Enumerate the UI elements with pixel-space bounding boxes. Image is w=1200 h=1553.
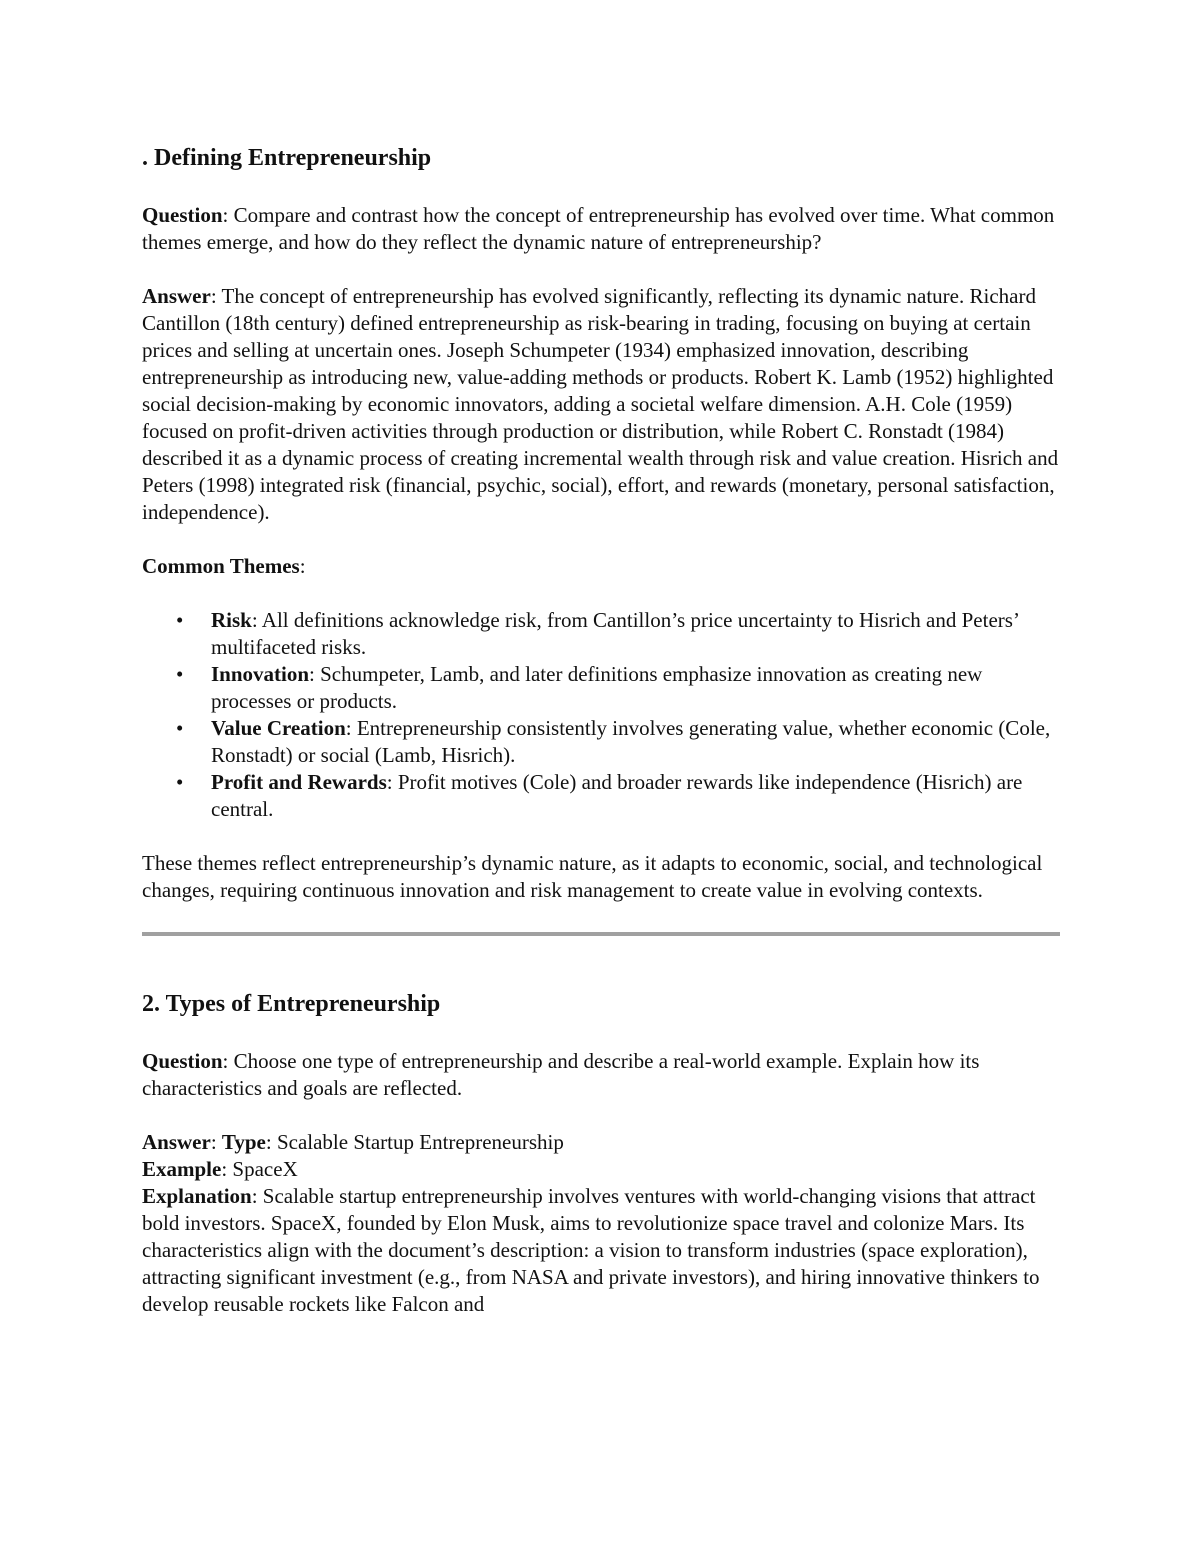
question-label: Question (142, 203, 223, 227)
explanation-text: : Scalable startup entrepreneurship involves ventures with world-changing visions that attract bold investors. SpaceX, founded by Elon Musk, aims to revolutionize space travel and colonize Mars. Its characteristics align with the document’s description: a vision to transform industries (space exploration), attracting significant investment (e.g., from NASA and private investors), and hiring innovative thinkers to develop reusable rockets like Falcon and (142, 1184, 1040, 1316)
theme-label: Profit and Rewards (211, 770, 387, 794)
question-text: : Compare and contrast how the concept of entrepreneurship has evolved over time. What common themes emerge, and how do they reflect the dynamic nature of entrepreneurship? (142, 203, 1055, 254)
section-1-answer (142, 283, 1060, 526)
list-item (142, 607, 1060, 661)
list-item (142, 715, 1060, 769)
answer-label: Answer (142, 284, 211, 308)
common-themes-heading: Common Themes: (142, 554, 306, 578)
section-2-question (142, 1048, 1060, 1102)
question-text: : Choose one type of entrepreneurship and describe a real-world example. Explain how its characteristics and goals are reflected. (142, 1049, 980, 1100)
section-1-closing: These themes reflect entrepreneurship’s dynamic nature, as it adapts to economic, social, and technological changes, requiring continuous innovation and risk management to create value in evolving contexts. (142, 851, 1043, 902)
theme-text: : All definitions acknowledge risk, from Cantillon’s price uncertainty to Hisrich and Peters’ multifaceted risks. (211, 608, 1019, 659)
bullet-icon: • (176, 716, 184, 740)
question-label: Question (142, 1049, 223, 1073)
example-label: Example (142, 1157, 222, 1181)
theme-text: : Profit motives (Cole) and broader rewards like independence (Hisrich) are central. (211, 770, 1023, 821)
theme-text: : Schumpeter, Lamb, and later definitions emphasize innovation as creating new processes or products. (211, 662, 983, 713)
section-2-explanation (142, 1183, 1060, 1318)
bullet-icon: • (176, 662, 184, 686)
type-text: : Scalable Startup Entrepreneurship (265, 1130, 564, 1154)
answer-text: : The concept of entrepreneurship has evolved significantly, reflecting its dynamic nature. Richard Cantillon (18th century) defined entrepreneurship as risk-bearing in trading, focusing on buying at certain prices and selling at uncertain ones. Joseph Schumpeter (1934) emphasized innovation, describing entrepreneurship as introducing new, value-adding methods or products. Robert K. Lamb (1952) highlighted social decision-making by economic innovators, adding a societal welfare dimension. A.H. Cole (1959) focused on profit-driven activities through production or distribution, while Robert C. Ronstadt (1984) described it as a dynamic process of creating incremental wealth through risk and value creation. Hisrich and Peters (1998) integrated risk (financial, psychic, social), effort, and rewards (monetary, personal satisfaction, independence). (142, 284, 1059, 524)
answer-label: Answer (142, 1130, 211, 1154)
document-body (142, 140, 1060, 1318)
type-label: Type (221, 1130, 266, 1154)
section-1-question (142, 202, 1060, 256)
section-2-heading: 2. Types of Entrepreneurship (142, 991, 441, 1017)
theme-label: Risk (211, 608, 252, 632)
list-item (142, 769, 1060, 823)
example-text: : SpaceX (221, 1157, 298, 1181)
theme-label: Innovation (211, 662, 310, 686)
theme-text: : Entrepreneurship consistently involves generating value, whether economic (Cole, Ronstadt) or social (Lamb, Hisrich). (211, 716, 1051, 767)
theme-label: Value Creation (211, 716, 346, 740)
bullet-icon: • (176, 608, 184, 632)
explanation-label: Explanation (142, 1184, 252, 1208)
list-item (142, 661, 1060, 715)
section-2-example (142, 1156, 1060, 1183)
section-1-heading: . Defining Entrepreneurship (142, 145, 432, 171)
common-themes-label: Common Themes (142, 554, 300, 578)
bullet-icon: • (176, 770, 184, 794)
section-2-answer-type: Answer: Type: Scalable Startup Entrepreneurship (142, 1130, 564, 1154)
common-themes-list (142, 607, 1060, 823)
